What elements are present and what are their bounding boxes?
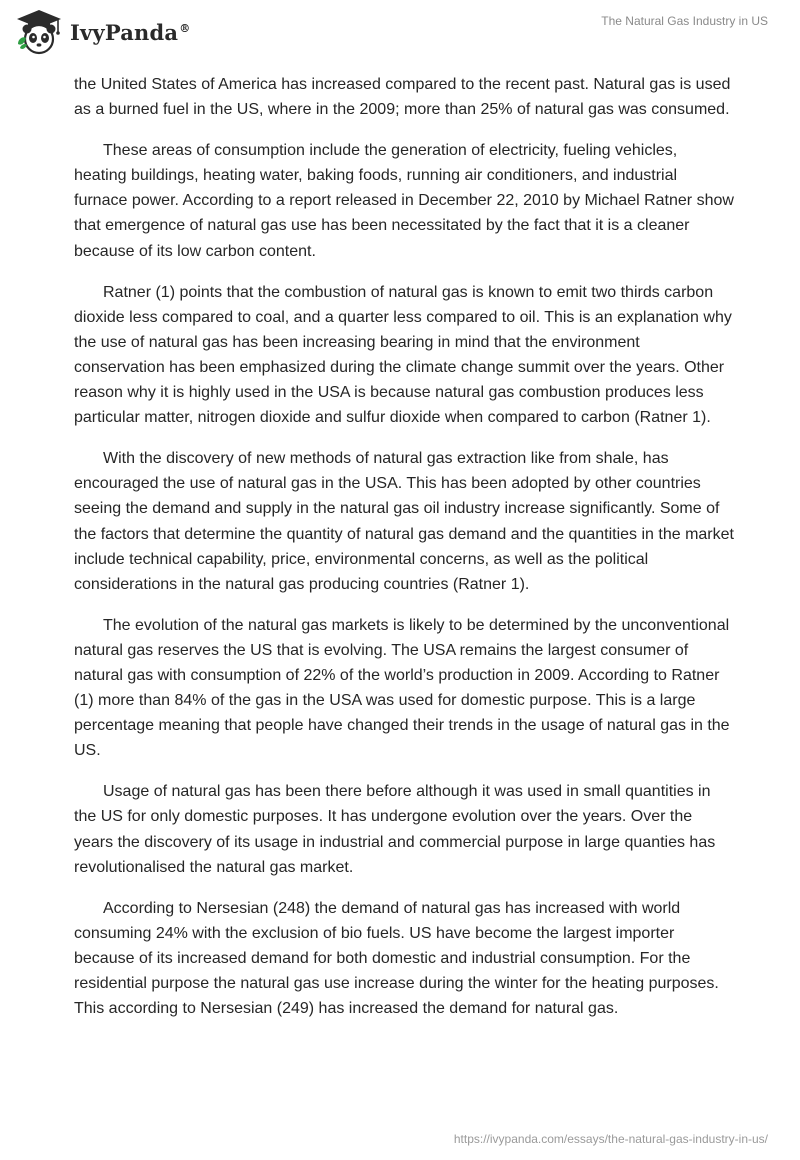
brand-name: IvyPanda®: [70, 19, 191, 45]
paragraph-6: Usage of natural gas has been there before although it was used in small quantities in the US for only domestic purposes. It has undergone evolution over the years. Over the years the discovery of its usage in industrial and commercial purpose in large quanties has revolutionalised the natural gas market.: [74, 783, 716, 876]
paragraph-3: Ratner (1) points that the combustion of natural gas is known to emit two thirds carbon dioxide less compared to coal, and a quarter less compared to oil. This is an explanation why the use of natural gas has been increasing bearing in mind that the environment conservation has been emphasized during the climate change summit over the years. Other reason why it is highly used in the USA is because natural gas combustion produces less particular matter, nitrogen dioxide and sulfur dioxide when compared to carbon (Ratner 1).: [74, 283, 732, 427]
panda-graduate-icon: [14, 8, 64, 56]
essay-body: [74, 72, 734, 1037]
paragraph-5: The evolution of the natural gas markets is likely to be determined by the unconventional natural gas reserves the US that is evolving. The USA remains the largest consumer of natural gas with consumption of 22% of the world’s production in 2009. According to Ratner (1) more than 84% of the gas in the USA was used for domestic purpose. This is a large percentage meaning that people have changed their trends in the usage of natural gas in the US.: [74, 616, 730, 760]
ivypanda-logo[interactable]: [14, 8, 190, 56]
page-header: [0, 0, 800, 70]
registered-mark: ®: [179, 21, 191, 35]
document-title: The Natural Gas Industry in US: [601, 14, 768, 28]
paragraph-7: According to Nersesian (248) the demand of natural gas has increased with world consuming 24% with the exclusion of bio fuels. US have become the largest importer because of its increased demand for both domestic and industrial consumption. For the residential purpose the natural gas use increase during the winter for the heating purposes. This according to Nersesian (249) has increased the demand for natural gas.: [74, 899, 719, 1018]
paragraph-2: These areas of consumption include the generation of electricity, fueling vehicles, heating buildings, heating water, baking foods, running air conditioners, and industrial furnace power. According to a report released in December 22, 2010 by Michael Ratner show that emergence of natural gas use has been necessitated by the fact that it is a cleaner because of its low carbon content.: [74, 142, 734, 260]
source-url[interactable]: https://ivypanda.com/essays/the-natural-gas-industry-in-us/: [453, 1132, 768, 1146]
paragraph-4: With the discovery of new methods of natural gas extraction like from shale, has encouraged the use of natural gas in the USA. This has been adopted by other countries seeing the demand and supply in the natural gas oil industry increase significantly. Some of the factors that determine the quantity of natural gas demand and the quantities in the market include technical capability, price, environmental concerns, as well as the political considerations in the natural gas producing countries (Ratner 1).: [74, 450, 734, 593]
paragraph-1: the United States of America has increased compared to the recent past. Natural gas is used as a burned fuel in the US, where in the 2009; more than 25% of natural gas was consumed.: [74, 76, 731, 119]
